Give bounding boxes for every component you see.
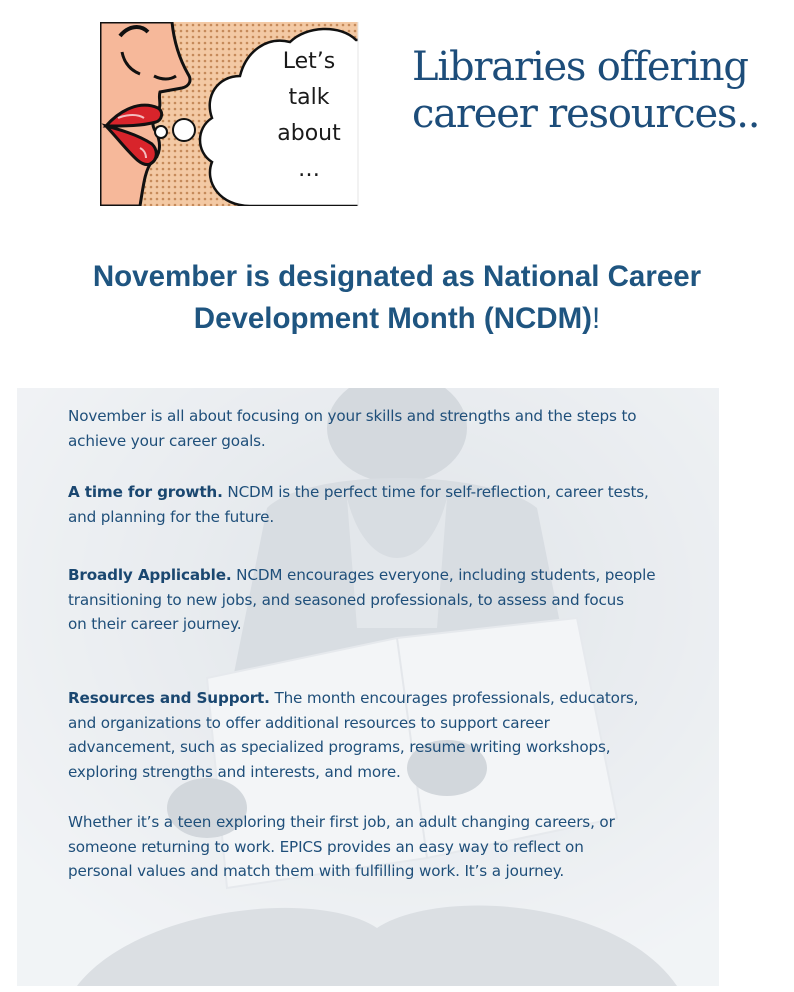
announcement-line-1: November is designated as National Career [92,260,702,293]
text-line: on their career journey. [68,615,242,633]
text-line: advancement, such as specialized programs, resume writing workshops, [68,738,611,756]
page-title [412,44,772,138]
support-paragraph [68,686,638,784]
text-line [68,480,649,505]
bubble-line: Let’s [282,49,336,74]
growth-label: A time for growth. [68,483,223,501]
applicable-label: Broadly Applicable. [68,566,232,584]
text-line: transitioning to new jobs, and seasoned professionals, to assess and focus [68,590,624,609]
growth-text: NCDM is the perfect time for self-reflection, career tests, [222,483,649,501]
text-line: November is all about focusing on your skills and strengths and the steps to [68,407,637,425]
text-line: achieve your career goals. [68,431,266,450]
ncdm-announcement [40,256,754,340]
closing-paragraph [68,810,615,884]
announcement-line-2-text: Development Month (NCDM) [193,302,593,335]
text-line: and planning for the future. [68,507,275,526]
exclamation-mark: ! [592,302,601,335]
speech-bubble-text [260,44,358,188]
intro-paragraph [68,404,636,453]
text-line: personal values and match them with fulfilling work. It’s a journey. [68,862,565,880]
bubble-line: talk [288,85,330,110]
text-line: Whether it’s a teen exploring their first job, an adult changing careers, or [68,813,615,831]
text-line [68,563,655,588]
growth-paragraph [68,480,649,529]
bubble-line: … [298,157,320,182]
support-text: The month encourages professionals, educators, [269,689,639,707]
text-line [68,686,638,711]
text-line: someone returning to work. EPICS provides an easy way to reflect on [68,837,584,856]
comic-illustration [100,22,383,206]
announcement-line-2 [40,298,754,340]
applicable-text: NCDM encourages everyone, including students, people [231,566,656,584]
applicable-paragraph [68,563,655,637]
support-label: Resources and Support. [68,689,270,707]
title-line: career resources.. [412,91,760,137]
title-line: Libraries offering [412,44,748,90]
text-line: and organizations to offer additional resources to support career [68,713,550,732]
text-line: exploring strengths and interests, and more. [68,762,401,781]
bubble-line: about [277,121,341,146]
